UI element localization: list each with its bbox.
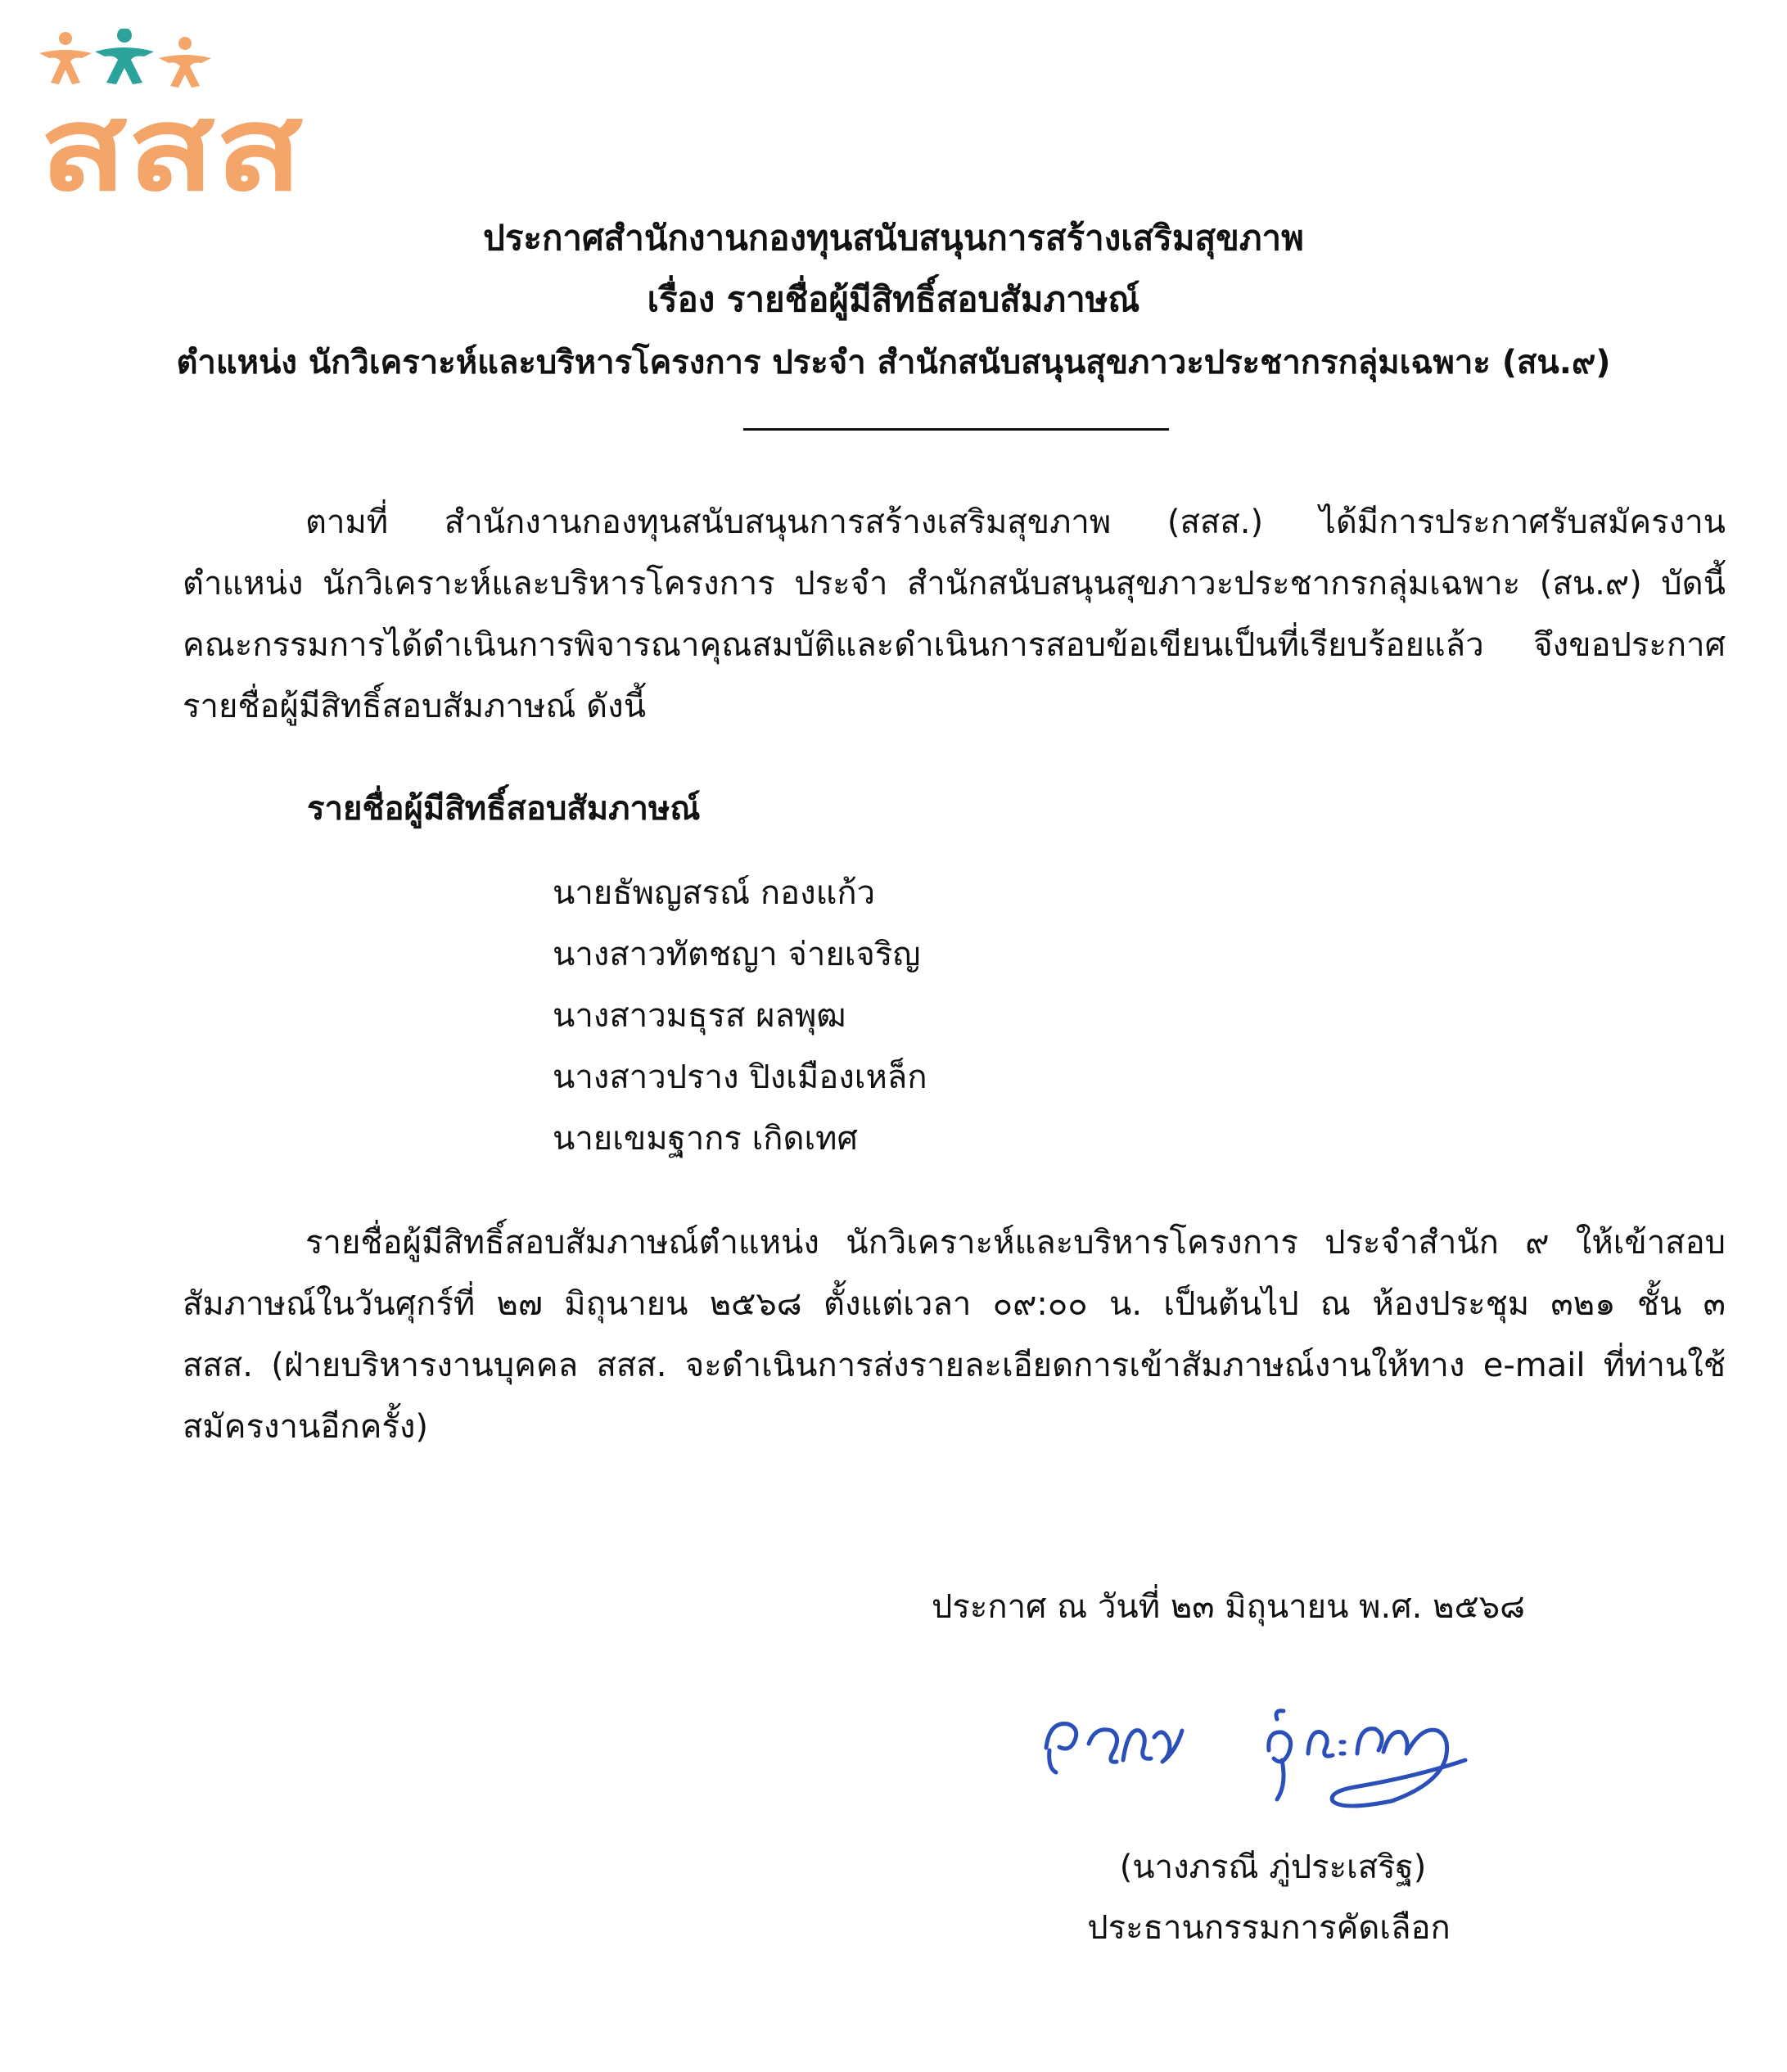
announcement-date: ประกาศ ณ วันที่ ๒๓ มิถุนายน พ.ศ. ๒๕๖๘ (932, 1588, 1525, 1626)
intro-line-2: ตำแหน่ง นักวิเคราะห์และบริหารโครงการ ประจำ สำนักสนับสนุนสุขภาวะประชากรกลุ่มเฉพาะ (สน.๙) บัดนี้ (183, 565, 1726, 603)
title-line-3: ตำแหน่ง นักวิเคราะห์และบริหารโครงการ ประจำ สำนักสนับสนุนสุขภาวะประชากรกลุ่มเฉพาะ (สน.๙) (176, 344, 1611, 381)
title-divider (743, 428, 1169, 431)
thaihealth-logo (33, 29, 311, 201)
candidates-heading: รายชื่อผู้มีสิทธิ์สอบสัมภาษณ์ (307, 790, 701, 828)
interview-line-1: รายชื่อผู้มีสิทธิ์สอบสัมภาษณ์ตำแหน่ง นักวิเคราะห์และบริหารโครงการ ประจำสำนัก ๙ ให้เข้าสอบ (305, 1224, 1726, 1262)
signer-title: ประธานกรรมการคัดเลือก (1087, 1909, 1451, 1947)
signature (1031, 1662, 1523, 1826)
candidate-name: นายเขมฐากร เกิดเทศ (553, 1120, 858, 1158)
interview-line-3: สสส. (ฝ่ายบริหารงานบุคคล สสส. จะดำเนินการส่งรายละเอียดการเข้าสัมภาษณ์งานให้ทาง e-mail ที่ท่านใช้ (183, 1347, 1726, 1384)
title-line-1: ประกาศสำนักงานกองทุนสนับสนุนการสร้างเสริมสุขภาพ (483, 218, 1304, 258)
interview-line-2: สัมภาษณ์ในวันศุกร์ที่ ๒๗ มิถุนายน ๒๕๖๘ ตั้งแต่เวลา ๐๙:๐๐ น. เป็นต้นไป ณ ห้องประชุม ๓๒๑ ชั้น ๓ (183, 1285, 1726, 1323)
candidate-name: นางสาวมธุรส ผลพุฒ (553, 997, 846, 1035)
intro-line-3: คณะกรรมการได้ดำเนินการพิจารณาคุณสมบัติและดำเนินการสอบข้อเขียนเป็นที่เรียบร้อยแล้ว จึงขอประกาศ (183, 626, 1726, 664)
candidate-name: นางสาวปราง ปิงเมืองเหล็ก (553, 1059, 927, 1096)
logo-wordmark: สสส (39, 82, 304, 201)
interview-line-4: สมัครงานอีกครั้ง) (183, 1408, 428, 1446)
title-line-2: เรื่อง รายชื่อผู้มีสิทธิ์สอบสัมภาษณ์ (647, 279, 1140, 319)
candidate-name: นายธัพญสรณ์ กองแก้ว (553, 874, 876, 912)
signer-name: (นางภรณี ภู่ประเสริฐ) (1119, 1849, 1427, 1886)
people-figures-icon (39, 29, 211, 88)
intro-line-1: ตามที่ สำนักงานกองทุนสนับสนุนการสร้างเสริมสุขภาพ (สสส.) ได้มีการประกาศรับสมัครงาน (305, 503, 1726, 541)
intro-line-4: รายชื่อผู้มีสิทธิ์สอบสัมภาษณ์ ดังนี้ (183, 688, 647, 725)
candidate-name: นางสาวทัตชญา จ่ายเจริญ (553, 936, 921, 973)
